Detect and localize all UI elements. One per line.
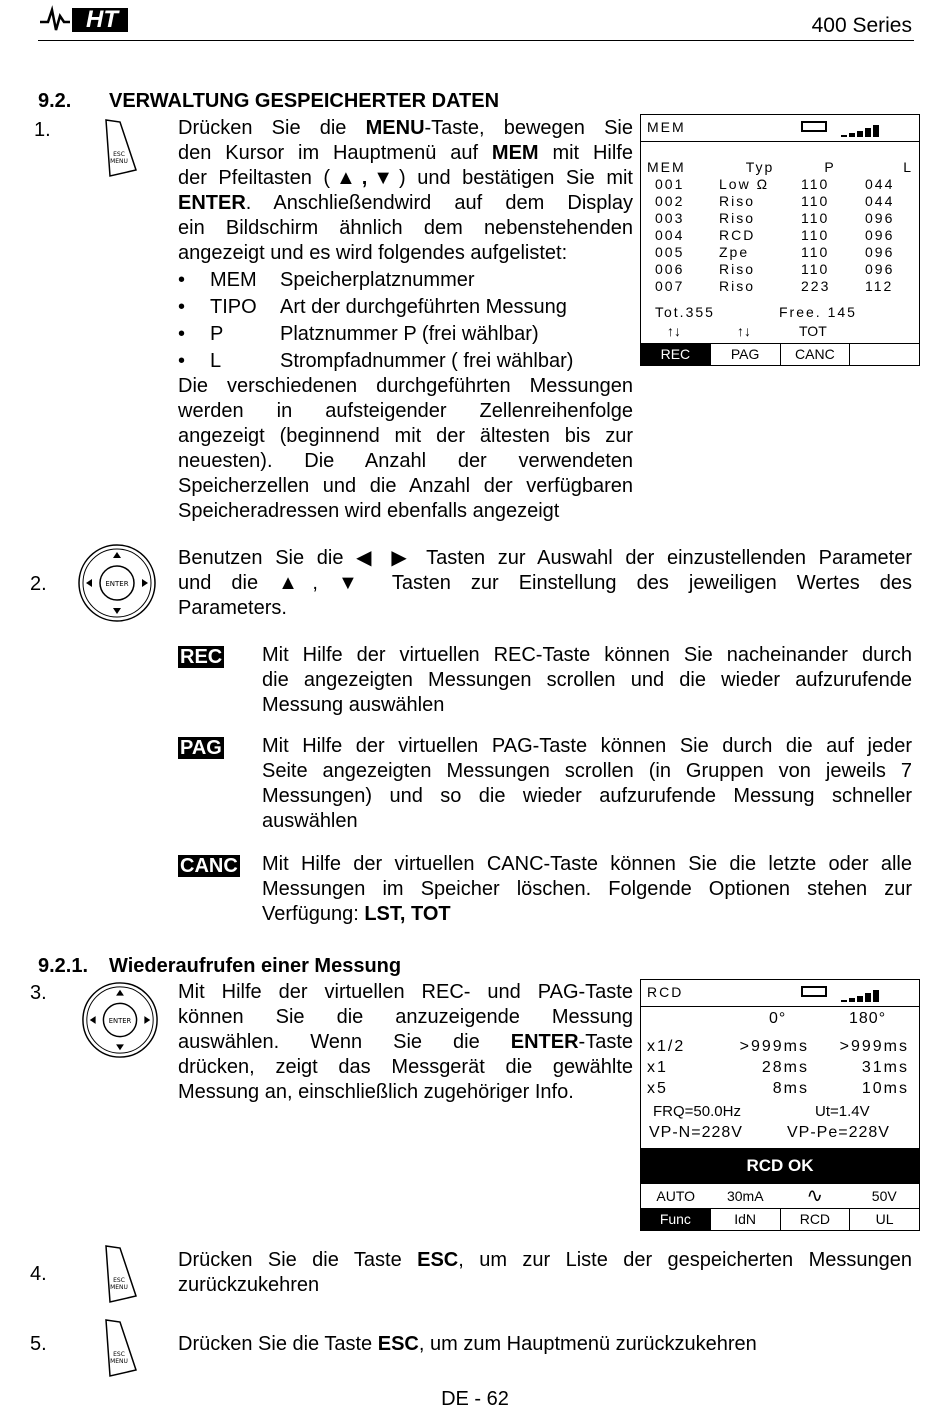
step-5-text: Drücken Sie die Taste ESC, um zum Hauptmenü zurückzukehren: [178, 1333, 757, 1355]
softkey-idn[interactable]: IdN: [710, 1209, 780, 1230]
section-number: 9.2.: [38, 90, 72, 112]
bullet-item: • P Platznummer P (frei wählbar): [178, 323, 539, 345]
table-row[interactable]: 007 Riso 223 112: [655, 278, 894, 294]
param-current: 30mA: [726, 1188, 764, 1204]
step-5-number: 5.: [30, 1333, 47, 1355]
step-1-line: Speicheradressen wird ebenfalls angezeigt: [178, 500, 560, 522]
svg-text:ENTER: ENTER: [105, 580, 129, 588]
canc-key-label: CANC: [180, 855, 238, 877]
subsection-title: Wiederaufrufen einer Messung: [109, 955, 402, 977]
step-1-line: der Pfeiltasten (▲,▼) und bestätigen Sie mit: [178, 167, 633, 189]
esc-menu-key-icon: [100, 1244, 140, 1304]
mem-screen: [640, 114, 920, 366]
pag-key-label: PAG: [180, 737, 222, 759]
bullet-item: • MEM Speicherplatznummer: [178, 269, 475, 291]
svg-text:ESC: ESC: [113, 1277, 125, 1284]
step-4-text: Drücken Sie die Taste ESC, um zur Liste der gespeicherten Messungen zurückzukehren: [178, 1249, 912, 1296]
header-divider: [38, 40, 914, 41]
step-3-line: Messung an, einschließlich zugehöriger Info.: [178, 1081, 574, 1103]
step-1-line: ein Bildschirm ähnlich dem nebenstehenden: [178, 217, 633, 239]
table-row[interactable]: 001 Low Ω 110 044: [655, 176, 895, 192]
table-row[interactable]: 006 Riso 110 096: [655, 261, 895, 277]
step-4-number: 4.: [30, 1263, 47, 1285]
step-2-line: Parameters.: [178, 597, 287, 619]
rcd-param-bar: [641, 1186, 919, 1207]
ht-logo: [38, 4, 130, 34]
step-3-line: drücken, zeigt das Messgerät die gewählte: [178, 1056, 633, 1078]
rcd-screen-title: RCD: [647, 984, 684, 1000]
page-number: DE - 62: [441, 1388, 509, 1410]
esc-menu-key-icon: [100, 118, 140, 178]
scroll-arrows-icon: ↑↓: [737, 323, 751, 339]
step-1-line: Die verschiedenen durchgeführten Messungen: [178, 375, 633, 397]
rcd-result-banner: RCD OK: [641, 1148, 919, 1184]
touch-voltage-readout: Ut=1.4V: [815, 1103, 870, 1120]
mem-table: [655, 176, 907, 295]
step-1-number: 1.: [34, 119, 51, 141]
table-row[interactable]: 004 RCD 110 096: [655, 227, 895, 243]
param-ul: 50V: [871, 1188, 897, 1204]
bullet-item: • L Strompfadnummer ( frei wählbar): [178, 350, 574, 372]
sine-wave-icon: ∿: [806, 1185, 824, 1207]
tot-option[interactable]: TOT: [799, 323, 827, 339]
canc-key-description: Mit Hilfe der virtuellen CANC-Taste können Sie die letzte oder alle Messungen im Speicher löschen. Folgende Optionen stehen zur Verfügung: LST, TOT: [262, 853, 912, 925]
svg-text:ENTER: ENTER: [108, 1016, 132, 1025]
angle-0: 0°: [769, 1010, 787, 1027]
softkey-canc[interactable]: CANC: [780, 344, 850, 365]
rcd-softkey-bar: [641, 1208, 919, 1230]
table-row[interactable]: 002 Riso 110 044: [655, 193, 895, 209]
rcd-title-divider: [641, 1006, 919, 1007]
mem-total: Tot.355: [655, 304, 715, 320]
svg-text:ESC: ESC: [113, 151, 125, 158]
step-2-line: und die ▲, ▼ Tasten zur Einstellung des jeweiligen Wertes des: [178, 572, 912, 594]
softkey-func[interactable]: Func: [641, 1209, 710, 1230]
section-title: VERWALTUNG GESPEICHERTER DATEN: [109, 90, 500, 112]
battery-icon: [801, 121, 827, 132]
battery-icon: [801, 986, 827, 997]
logo-text: HT: [86, 6, 118, 33]
series-title: 400 Series: [811, 14, 912, 37]
step-3-line: Mit Hilfe der virtuellen REC- und PAG-Taste: [178, 981, 633, 1003]
esc-menu-key-icon: [100, 1318, 140, 1378]
mem-free: Free. 145: [779, 304, 857, 320]
rcd-screen: [640, 979, 920, 1231]
bullet-item: • TIPO Art der durchgeführten Messung: [178, 296, 567, 318]
frequency-readout: FRQ=50.0Hz: [653, 1103, 741, 1120]
step-1-line: angezeigt (beginnend mit der ältesten bis zur: [178, 425, 633, 447]
step-2-number: 2.: [30, 573, 47, 595]
mem-softkey-bar: [641, 343, 919, 365]
step-3-text: [178, 980, 633, 1105]
rec-key-label: REC: [180, 646, 223, 668]
step-1-line: neuesten). Die Anzahl der verwendeten: [178, 450, 633, 472]
param-auto: AUTO: [656, 1188, 696, 1204]
mem-column-headers: MEM Typ P L: [647, 159, 913, 175]
step-3-number: 3.: [30, 982, 47, 1004]
mem-title-divider: [641, 141, 919, 142]
enter-dpad-icon: [80, 980, 160, 1060]
softkey-rec[interactable]: REC: [641, 344, 710, 365]
svg-text:MENU: MENU: [110, 1358, 128, 1365]
step-3-line: können Sie die anzuzeigende Messung: [178, 1006, 633, 1028]
signal-bars-icon: [839, 984, 879, 1002]
step-1-line: werden in aufsteigender Zellenreihenfolge: [178, 400, 633, 422]
step-1-line: Speicherzellen und die Anzahl der verfügbaren: [178, 475, 633, 497]
scroll-arrows-icon: ↑↓: [667, 323, 681, 339]
rcd-result-row: x5 8ms 10ms: [647, 1080, 909, 1097]
softkey-ul[interactable]: UL: [849, 1209, 919, 1230]
svg-text:MENU: MENU: [110, 1284, 128, 1291]
step-1-text: [178, 116, 633, 524]
softkey-empty: [849, 344, 919, 365]
step-2-text: [178, 546, 912, 621]
vppe-readout: VP-Pe=228V: [787, 1124, 890, 1141]
signal-bars-icon: [839, 119, 879, 137]
rcd-result-row: x1/2 >999ms >999ms: [647, 1038, 909, 1055]
rcd-results: [647, 1036, 913, 1099]
step-1-line: Drücken Sie die MENU-Taste, bewegen Sie: [178, 117, 633, 139]
rcd-result-row: x1 28ms 31ms: [647, 1059, 909, 1076]
step-2-line: Benutzen Sie die ◀ ▶ Tasten zur Auswahl der einzustellenden Parameter: [178, 547, 912, 569]
svg-text:MENU: MENU: [110, 158, 128, 165]
vpn-readout: VP-N=228V: [649, 1124, 743, 1141]
enter-dpad-icon: [76, 542, 158, 624]
step-3-line: auswählen. Wenn Sie die ENTER-Taste: [178, 1031, 633, 1053]
mem-screen-title: MEM: [647, 119, 686, 135]
rec-key-description: Mit Hilfe der virtuellen REC-Taste können Sie nacheinander durch die angezeigten Messungen scrollen und die wieder aufzurufende Messung auswählen: [262, 644, 912, 716]
step-1-line: angezeigt und es wird folgendes aufgelistet:: [178, 242, 568, 264]
table-row[interactable]: 003 Riso 110 096: [655, 210, 895, 226]
softkey-rcd[interactable]: RCD: [780, 1209, 850, 1230]
step-1-line: ENTER. Anschließendwird auf dem Display: [178, 192, 633, 214]
svg-text:ESC: ESC: [113, 1351, 125, 1358]
step-1-line: den Kursor im Hauptmenü auf MEM mit Hilfe: [178, 142, 633, 164]
pag-key-description: Mit Hilfe der virtuellen PAG-Taste können Sie durch die auf jeder Seite angezeigten Messungen scrollen (in Gruppen von jeweils 7 Messungen) und so die wieder aufzurufende Messung schneller auswählen: [262, 735, 912, 832]
softkey-pag[interactable]: PAG: [710, 344, 780, 365]
subsection-number: 9.2.1.: [38, 955, 89, 977]
angle-180: 180°: [849, 1010, 887, 1027]
table-row[interactable]: 005 Zpe 110 096: [655, 244, 895, 260]
